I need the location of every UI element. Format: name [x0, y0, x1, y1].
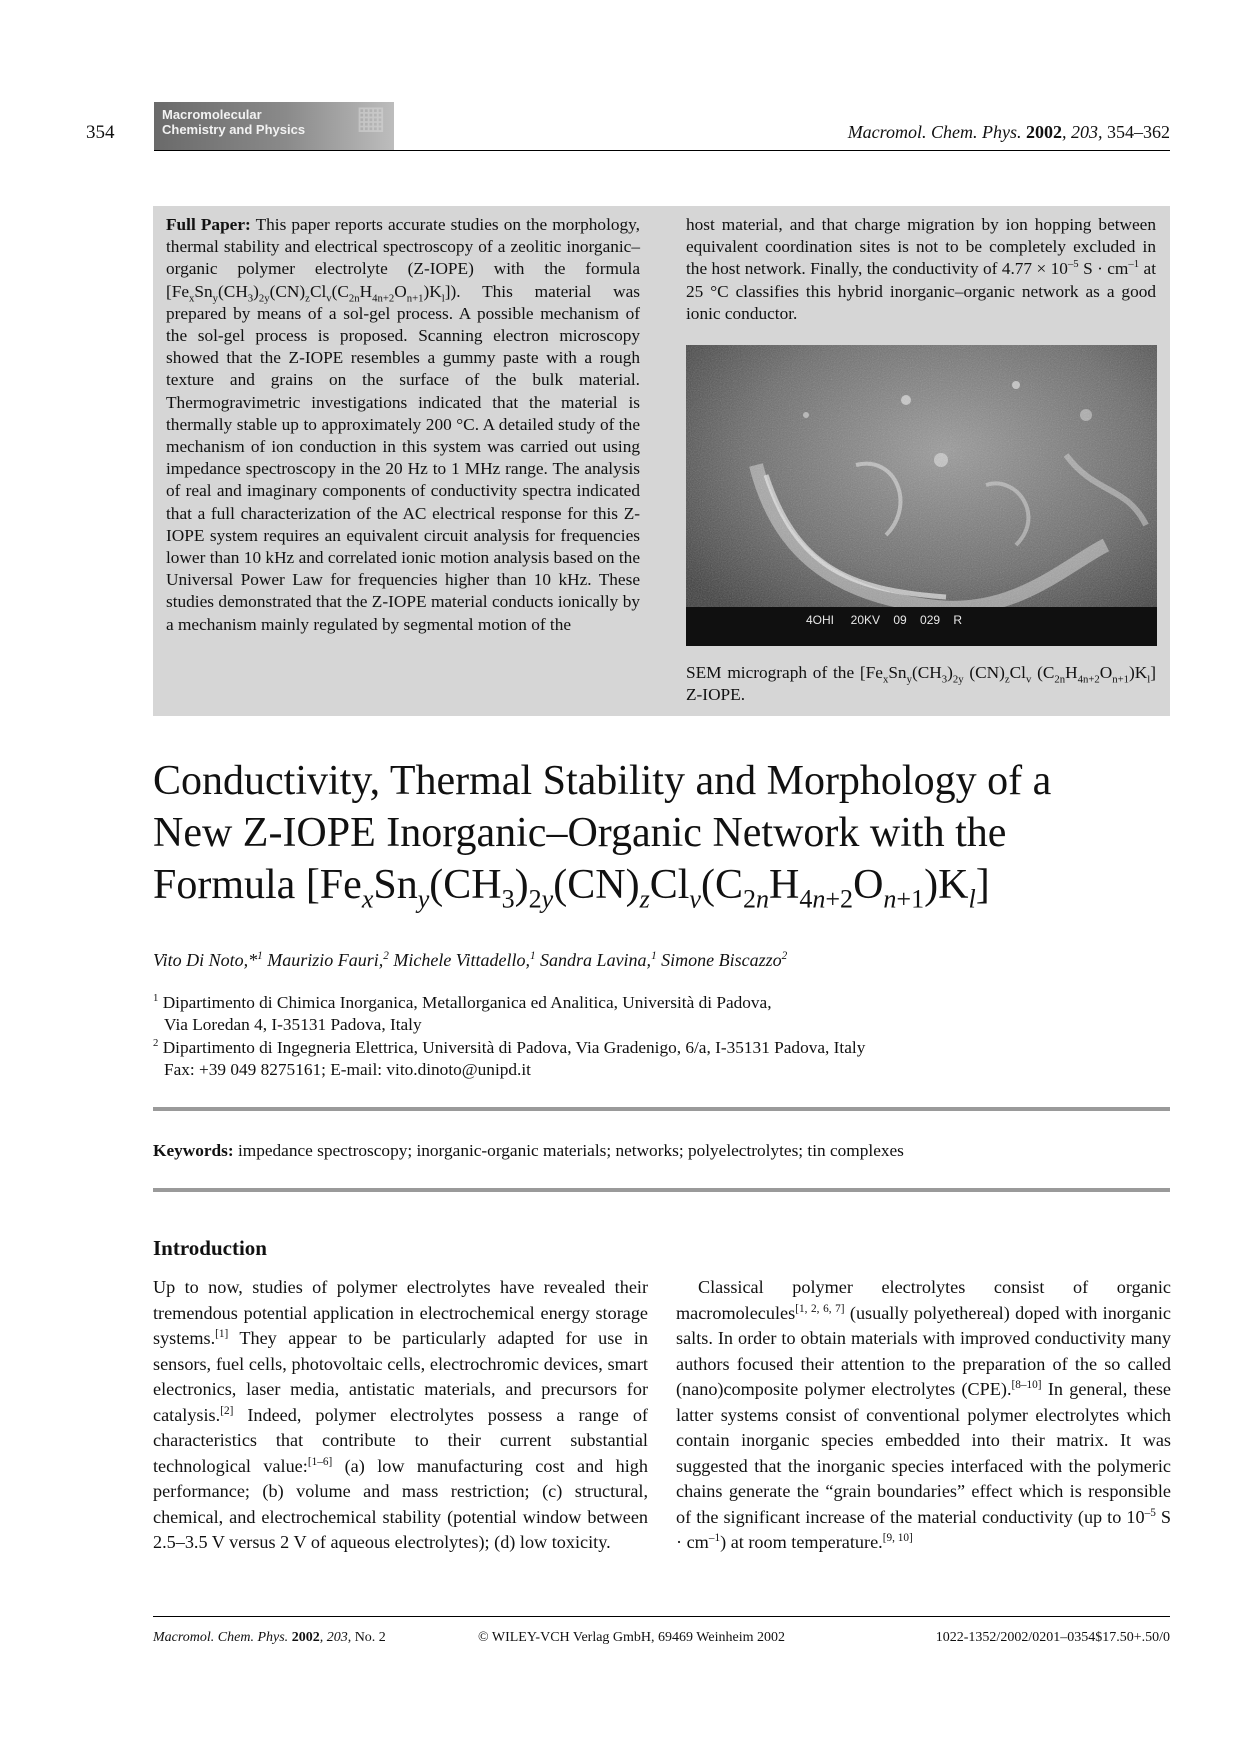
logo-line-1: Macromolecular [162, 107, 262, 122]
affiliation-1: $^1$ Dipartimento di Chimica Inorganica, Metallorganica ed Analitica, Università di Padova, Via Loredan 4, I-35131 Padova, Italy [153, 992, 772, 1034]
page-number: 354 [86, 122, 115, 143]
sem-caption: SEM micrograph of the [$Fe_xSn_y(CH_3)_{2y}$ $(CN)_zCl_v$ $(C_{2n}H_{4n+2}O_{n+1})K_l$] Z-IOPE. [686, 663, 1156, 705]
title-line-1: Conductivity, Thermal Stability and Morphology of a [153, 758, 1052, 804]
author-list: Vito Di Noto,*$^1$ Maurizio Fauri,$^2$ Michele Vittadello,$^1$ Sandra Lavina,$^1$ Simone Biscazzo$^2$ [153, 950, 788, 970]
keywords-rule-top [153, 1107, 1170, 1111]
abstract-label: Full Paper: [166, 215, 251, 234]
journal-logo [154, 99, 394, 150]
article-title [153, 755, 1173, 914]
logo-ghost-mark: ▦ [355, 99, 386, 135]
affiliation-2: $^2$ Dipartimento di Ingegneria Elettrica, Università di Padova, Via Gradenigo, 6/a, I-35131 Padova, Italy Fax: +39 049 8275161; E-mail: vito.dinoto@unipd.it [153, 1037, 866, 1079]
abstract-column-1: Full Paper: This paper reports accurate studies on the morphology, thermal stability and electrical spectroscopy of a zeolitic inorganic–organic polymer electrolyte (Z-IOPE) with the formula $[Fe_xSn_y(CH_3)_{2y}(CN)_zCl_v(C_{2n}H_{4n+2}O_{n+1})K_l]$). This material was prepared by means of a sol-gel process. A possible mechanism of the sol-gel process is proposed. Scanning electron microscopy showed that the Z-IOPE resembles a gummy paste with a rough texture and grains on the surface of the bulk material. Thermogravimetric investigations indicated that the material is thermally stable up to approximately 200 °C. A detailed study of the mechanism of ion conduction in this system was carried out using impedance spectroscopy in the 20 Hz to 1 MHz range. The analysis of real and imaginary components of conductivity spectra indicated that a full characterization of the AC electrical response for this Z-IOPE system requires an equivalent circuit analysis for frequencies lower than 10 kHz and correlated ionic motion analysis based on the Universal Power Law for frequencies higher than 10 kHz. These studies demonstrated that the Z-IOPE material conducts ionically by a mechanism mainly regulated by segmental motion of the [166, 215, 640, 634]
contact-line: Fax: +39 049 8275161; E-mail: vito.dinoto@unipd.it [164, 1060, 531, 1079]
keywords: Keywords: impedance spectroscopy; inorganic-organic materials; networks; polyelectrolytes; tin complexes [153, 1141, 904, 1160]
footer-rule [153, 1616, 1170, 1617]
intro-column-right: Classical polymer electrolytes consist of organic macromolecules[1, 2, 6, 7] (usually polyethereal) doped with inorganic salts. In order to obtain materials with improved conductivity many authors focused their attention to the preparation of the so called (nano)composite polymer electrolytes (CPE).[8–10] In general, these latter systems consist of conventional polymer electrolytes which contain inorganic species embedded into their matrix. It was suggested that the inorganic species interfaced with the polymeric chains generate the “grain boundaries” effect which is responsible of the significant increase of the material conductivity (up to $10^{-5}$ $S \cdot cm^{-1}$) at room temperature.[9, 10] [676, 1277, 1171, 1552]
sem-micrograph-image [686, 345, 1157, 646]
title-line-3: Formula $[Fe_xSn_y(CH_3)_{2y}(CN)_zCl_v(C_{2n}H_{4n+2}O_{n+1})K_l]$ [153, 862, 990, 914]
header-citation: Macromol. Chem. Phys. 2002, 203, 354–362 [847, 122, 1170, 142]
footer-citation: Macromol. Chem. Phys. 2002, 203, No. 2 [153, 1630, 386, 1645]
footer-copyright: © WILEY-VCH Verlag GmbH, 69469 Weinheim 2002 [478, 1630, 785, 1645]
sem-micrograph [686, 345, 1157, 646]
title-line-2: New Z-IOPE Inorganic–Organic Network with the [153, 810, 1007, 856]
section-heading-introduction: Introduction [153, 1236, 267, 1260]
logo-line-2: Chemistry and Physics [162, 122, 306, 137]
sem-databar: 4OHI 20KV 09 029 R [806, 613, 963, 627]
footer-issn: 1022-1352/2002/0201–0354$17.50+.50/0 [935, 1630, 1170, 1645]
intro-column-left: Up to now, studies of polymer electrolytes have revealed their tremendous potential application in electrochemical energy storage systems.[1] They appear to be particularly adapted for use in sensors, fuel cells, photovoltaic cells, electrochromic devices, smart electronics, laser media, antistatic materials, and precursors for catalysis.[2] Indeed, polymer electrolytes possess a range of characteristics that contribute to their current substantial technological value:[1–6] (a) low manufacturing cost and high performance; (b) volume and mass restriction; (c) structural, chemical, and electrochemical stability (potential window between 2.5–3.5 V versus 2 V of aqueous electrolytes); (d) low toxicity. [153, 1277, 648, 1552]
header-rule [154, 150, 1170, 151]
abstract-column-2: host material, and that charge migration by ion hopping between equivalent coordination sites is not to be completely excluded in the host network. Finally, the conductivity of $4.77 \times 10^{-5}$ $S \cdot cm^{-1}$ at 25 °C classifies this hybrid inorganic–organic network as a good ionic conductor. [686, 215, 1156, 323]
keywords-rule-bottom [153, 1188, 1170, 1192]
